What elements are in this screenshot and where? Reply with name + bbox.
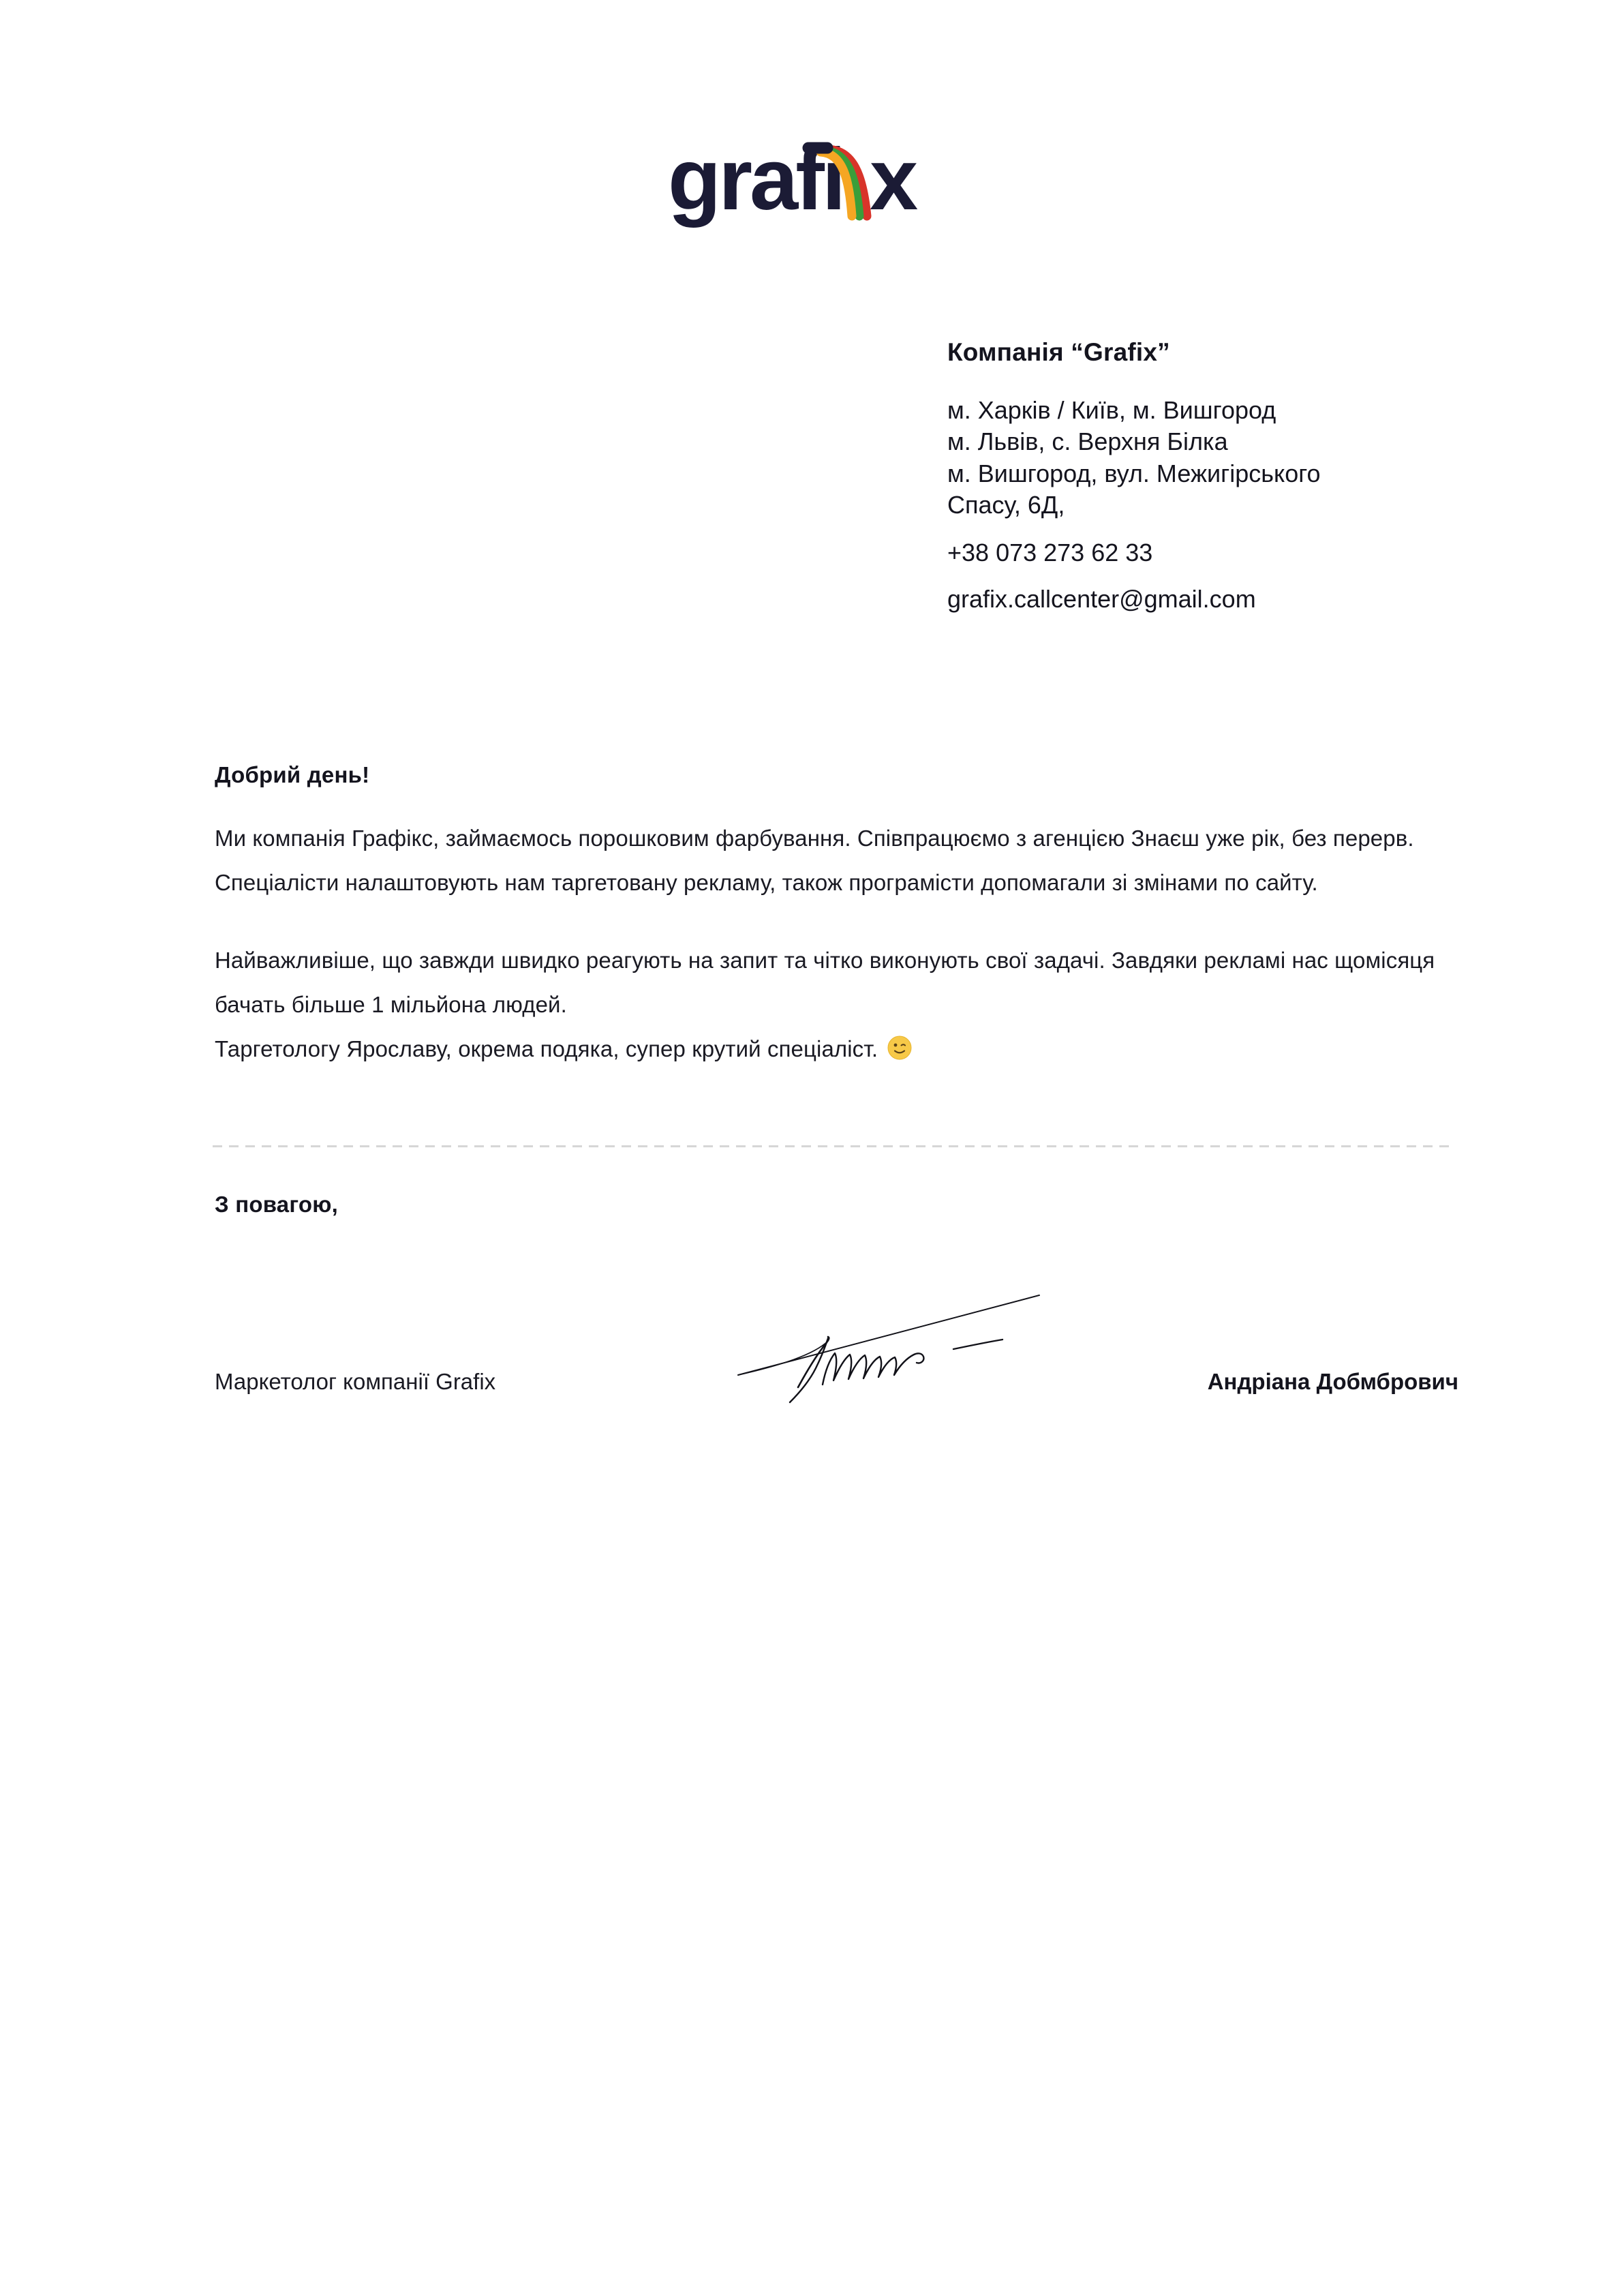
grafix-logo	[668, 133, 954, 235]
address-line: м. Вишгород, вул. Межигірського	[947, 459, 1321, 487]
winking-face-emoji	[887, 1031, 912, 1055]
letter-body	[215, 762, 1458, 1071]
svg-text:grafi: grafi	[668, 133, 844, 228]
address-line: м. Харків / Київ, м. Вишгород	[947, 396, 1276, 425]
section-divider	[213, 1145, 1456, 1147]
letter-paragraph-3-text: Таргетологу Ярославу, окрема подяка, супер крутий спеціаліст.	[215, 1036, 878, 1061]
signer-role: Маркетолог компанії Grafix	[215, 1369, 496, 1394]
paragraph-spacer	[215, 905, 1458, 939]
company-phone[interactable]: +38 073 273 62 33	[947, 538, 1153, 567]
svg-text:x: x	[870, 133, 916, 228]
address-line: Спасу, 6Д,	[947, 490, 1065, 519]
signer-name: Андріана Добмбрович	[1207, 1369, 1458, 1394]
letter-greeting: Добрий день!	[215, 762, 370, 787]
logo-block	[0, 133, 1622, 235]
letter-signoff: З повагою,	[215, 1192, 338, 1217]
letter-paragraph-1: Ми компанія Графікс, займаємось порошковим фарбування. Співпрацюємо з агенцією Знаєш уже рік, без перерв. Спеціалісти налаштовують нам таргетовану рекламу, також програмісти допомагали зі змінами по сайту.	[215, 826, 1414, 895]
company-name: Компанія “Grafix”	[947, 338, 1170, 366]
signature-row	[215, 1369, 1458, 1410]
letter-paragraph-3	[215, 1027, 1458, 1072]
company-email[interactable]: grafix.callcenter@gmail.com	[947, 584, 1256, 613]
letter-paragraph-2: Найважливіше, що завжди швидко реагують на запит та чітко виконують свої задачі. Завдяки рекламі нас щомісяця бачать більше 1 мільйона людей.	[215, 948, 1435, 1018]
company-address	[947, 395, 1493, 520]
address-line: м. Львів, с. Верхня Білка	[947, 427, 1228, 456]
contact-block	[947, 337, 1493, 614]
